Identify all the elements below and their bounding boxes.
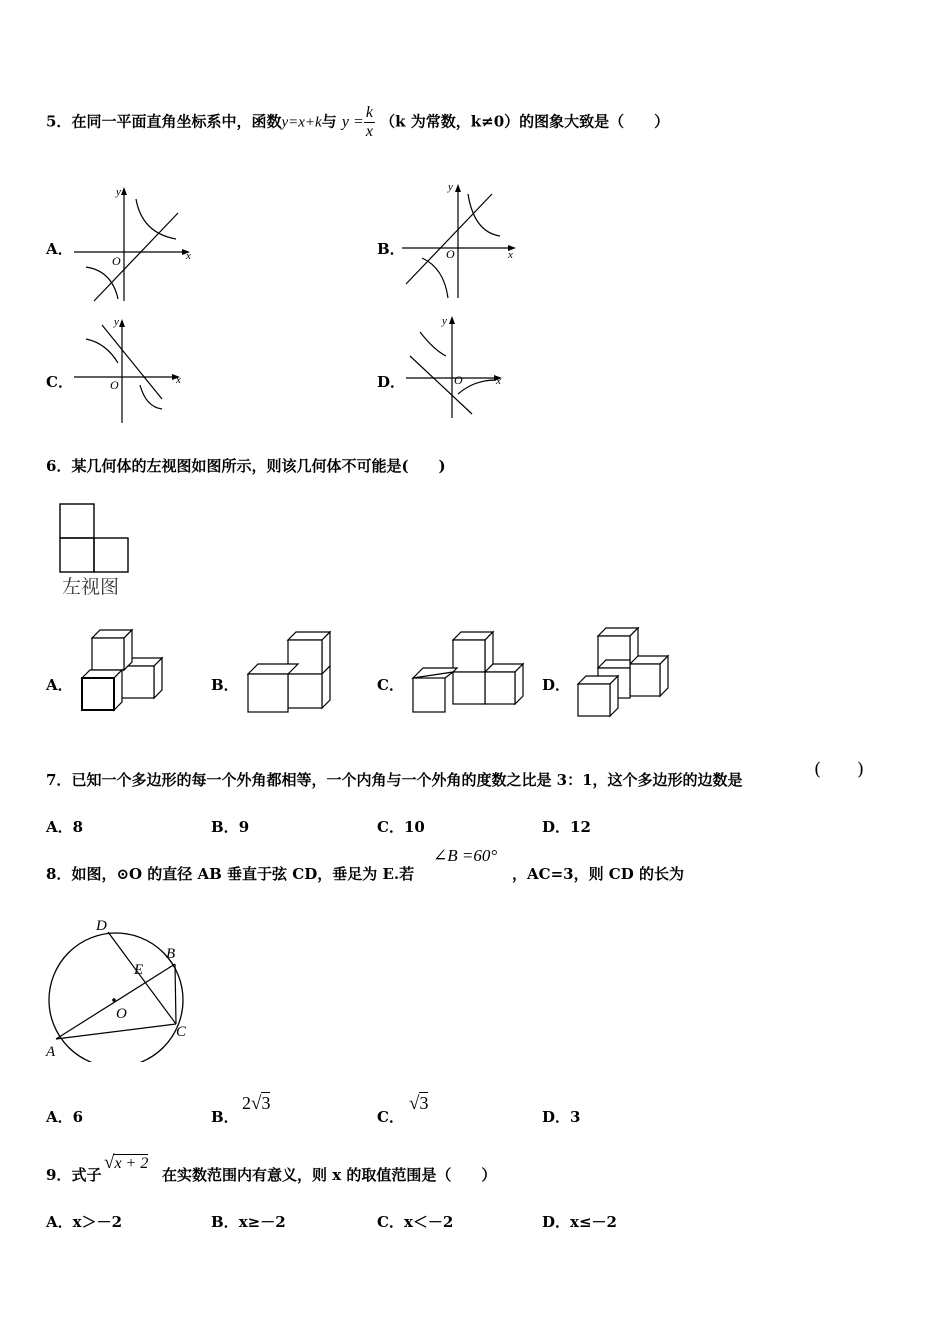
question-5-stem: 5．在同一平面直角坐标系中，函数y=x+k与 y = $\frac{k}{x}$ （k 为常数，k≠0）的图象大致是（ ）: [46, 104, 670, 140]
point-d-label: D: [96, 918, 107, 934]
q6-option-d-label[interactable]: D．: [542, 676, 571, 694]
y-axis-label: y: [114, 316, 119, 328]
x-axis-label: x: [186, 250, 191, 262]
radical-sign: √: [104, 1152, 115, 1173]
q5-option-d-label[interactable]: D．: [377, 373, 406, 391]
q5-option-c-label[interactable]: C．: [46, 373, 73, 391]
y-axis-label: y: [116, 186, 121, 198]
q8-circle-figure: [40, 912, 200, 1062]
q9-option-d[interactable]: D．x≤－2: [542, 1213, 617, 1231]
radical-sign: √: [409, 1093, 420, 1114]
point-b-label: B: [166, 946, 176, 962]
q8-option-d[interactable]: D．3: [542, 1108, 581, 1126]
q6-option-b-label[interactable]: B．: [211, 676, 239, 694]
question-6-stem: 6．某几何体的左视图如图所示，则该几何体不可能是( ): [46, 457, 446, 475]
question-8-stem: 8．如图，⊙O 的直径 AB 垂直于弦 CD，垂足为 E.若: [46, 865, 415, 883]
question-number: 8．: [46, 865, 72, 883]
q6-option-c-figure[interactable]: [411, 630, 527, 716]
origin-label: O: [454, 373, 463, 387]
q5-option-b-graph[interactable]: [400, 180, 522, 302]
x-axis-label: x: [508, 249, 513, 261]
x-axis-label: x: [176, 374, 181, 386]
q8-option-a[interactable]: A．6: [46, 1108, 84, 1126]
function-linear: y=x+k: [281, 114, 322, 131]
point-a-label: A: [46, 1044, 56, 1060]
q6-option-a-figure[interactable]: [80, 628, 166, 714]
q8-option-b-value[interactable]: 2√3: [242, 1093, 271, 1114]
q5-option-b-label[interactable]: B．: [377, 240, 405, 258]
question-number: 5．: [46, 112, 72, 131]
question-9-stem: 9．式子: [46, 1166, 102, 1184]
origin-label: O: [446, 247, 455, 261]
y-axis-label: y: [442, 315, 447, 327]
q9-option-b[interactable]: B．x≥－2: [211, 1213, 286, 1231]
q6-option-c-label[interactable]: C．: [377, 676, 404, 694]
q8-option-c-label[interactable]: C．: [377, 1108, 404, 1126]
q7-option-a[interactable]: A．8: [46, 818, 84, 836]
q8-option-c-value[interactable]: √3: [409, 1093, 429, 1114]
origin-label: O: [110, 378, 119, 392]
q7-answer-parentheses: ( ): [814, 759, 865, 780]
question-number: 6．: [46, 457, 72, 475]
q9-option-c[interactable]: C．x＜－2: [377, 1213, 454, 1231]
y-axis-label: y: [448, 181, 453, 193]
q9-radical-expression: √x + 2: [104, 1152, 149, 1173]
q5-option-a-graph[interactable]: [72, 183, 194, 305]
origin-label: O: [112, 254, 121, 268]
point-c-label: C: [176, 1024, 187, 1040]
q6-left-view-figure: [58, 502, 134, 574]
q6-option-b-figure[interactable]: [246, 630, 334, 718]
question-9-stem-tail: 在实数范围内有意义，则 x 的取值范围是（ ）: [162, 1166, 497, 1184]
q9-option-a[interactable]: A．x＞－2: [46, 1213, 123, 1231]
point-e-label: E: [134, 962, 144, 978]
question-number: 7．: [46, 771, 72, 789]
q5-option-d-graph[interactable]: [400, 312, 522, 422]
radical-sign: √: [251, 1093, 262, 1114]
q7-option-c[interactable]: C．10: [377, 818, 425, 836]
q7-option-d[interactable]: D．12: [542, 818, 591, 836]
question-number: 9．: [46, 1166, 72, 1184]
x-axis-label: x: [496, 375, 501, 387]
q8-option-b-label[interactable]: B．: [211, 1108, 239, 1126]
q7-option-b[interactable]: B．9: [211, 818, 250, 836]
q6-left-view-caption: 左视图: [62, 576, 120, 598]
q5-option-c-graph[interactable]: [72, 315, 194, 425]
q5-option-a-label[interactable]: A．: [46, 240, 73, 258]
q8-angle-expression: ∠B =60°: [433, 846, 498, 865]
q6-option-a-label[interactable]: A．: [46, 676, 73, 694]
point-o-label: O: [116, 1006, 127, 1022]
function-inverse-lhs: y =: [341, 113, 364, 131]
q6-option-d-figure[interactable]: [576, 626, 672, 720]
function-inverse-fraction: $\frac{k}{x}$: [365, 104, 373, 140]
question-7-stem: 7．已知一个多边形的每一个外角都相等，一个内角与一个外角的度数之比是 3：1，这个多边形的边数是: [46, 771, 743, 789]
question-8-stem-tail: ，AC=3，则 CD 的长为: [512, 865, 684, 883]
